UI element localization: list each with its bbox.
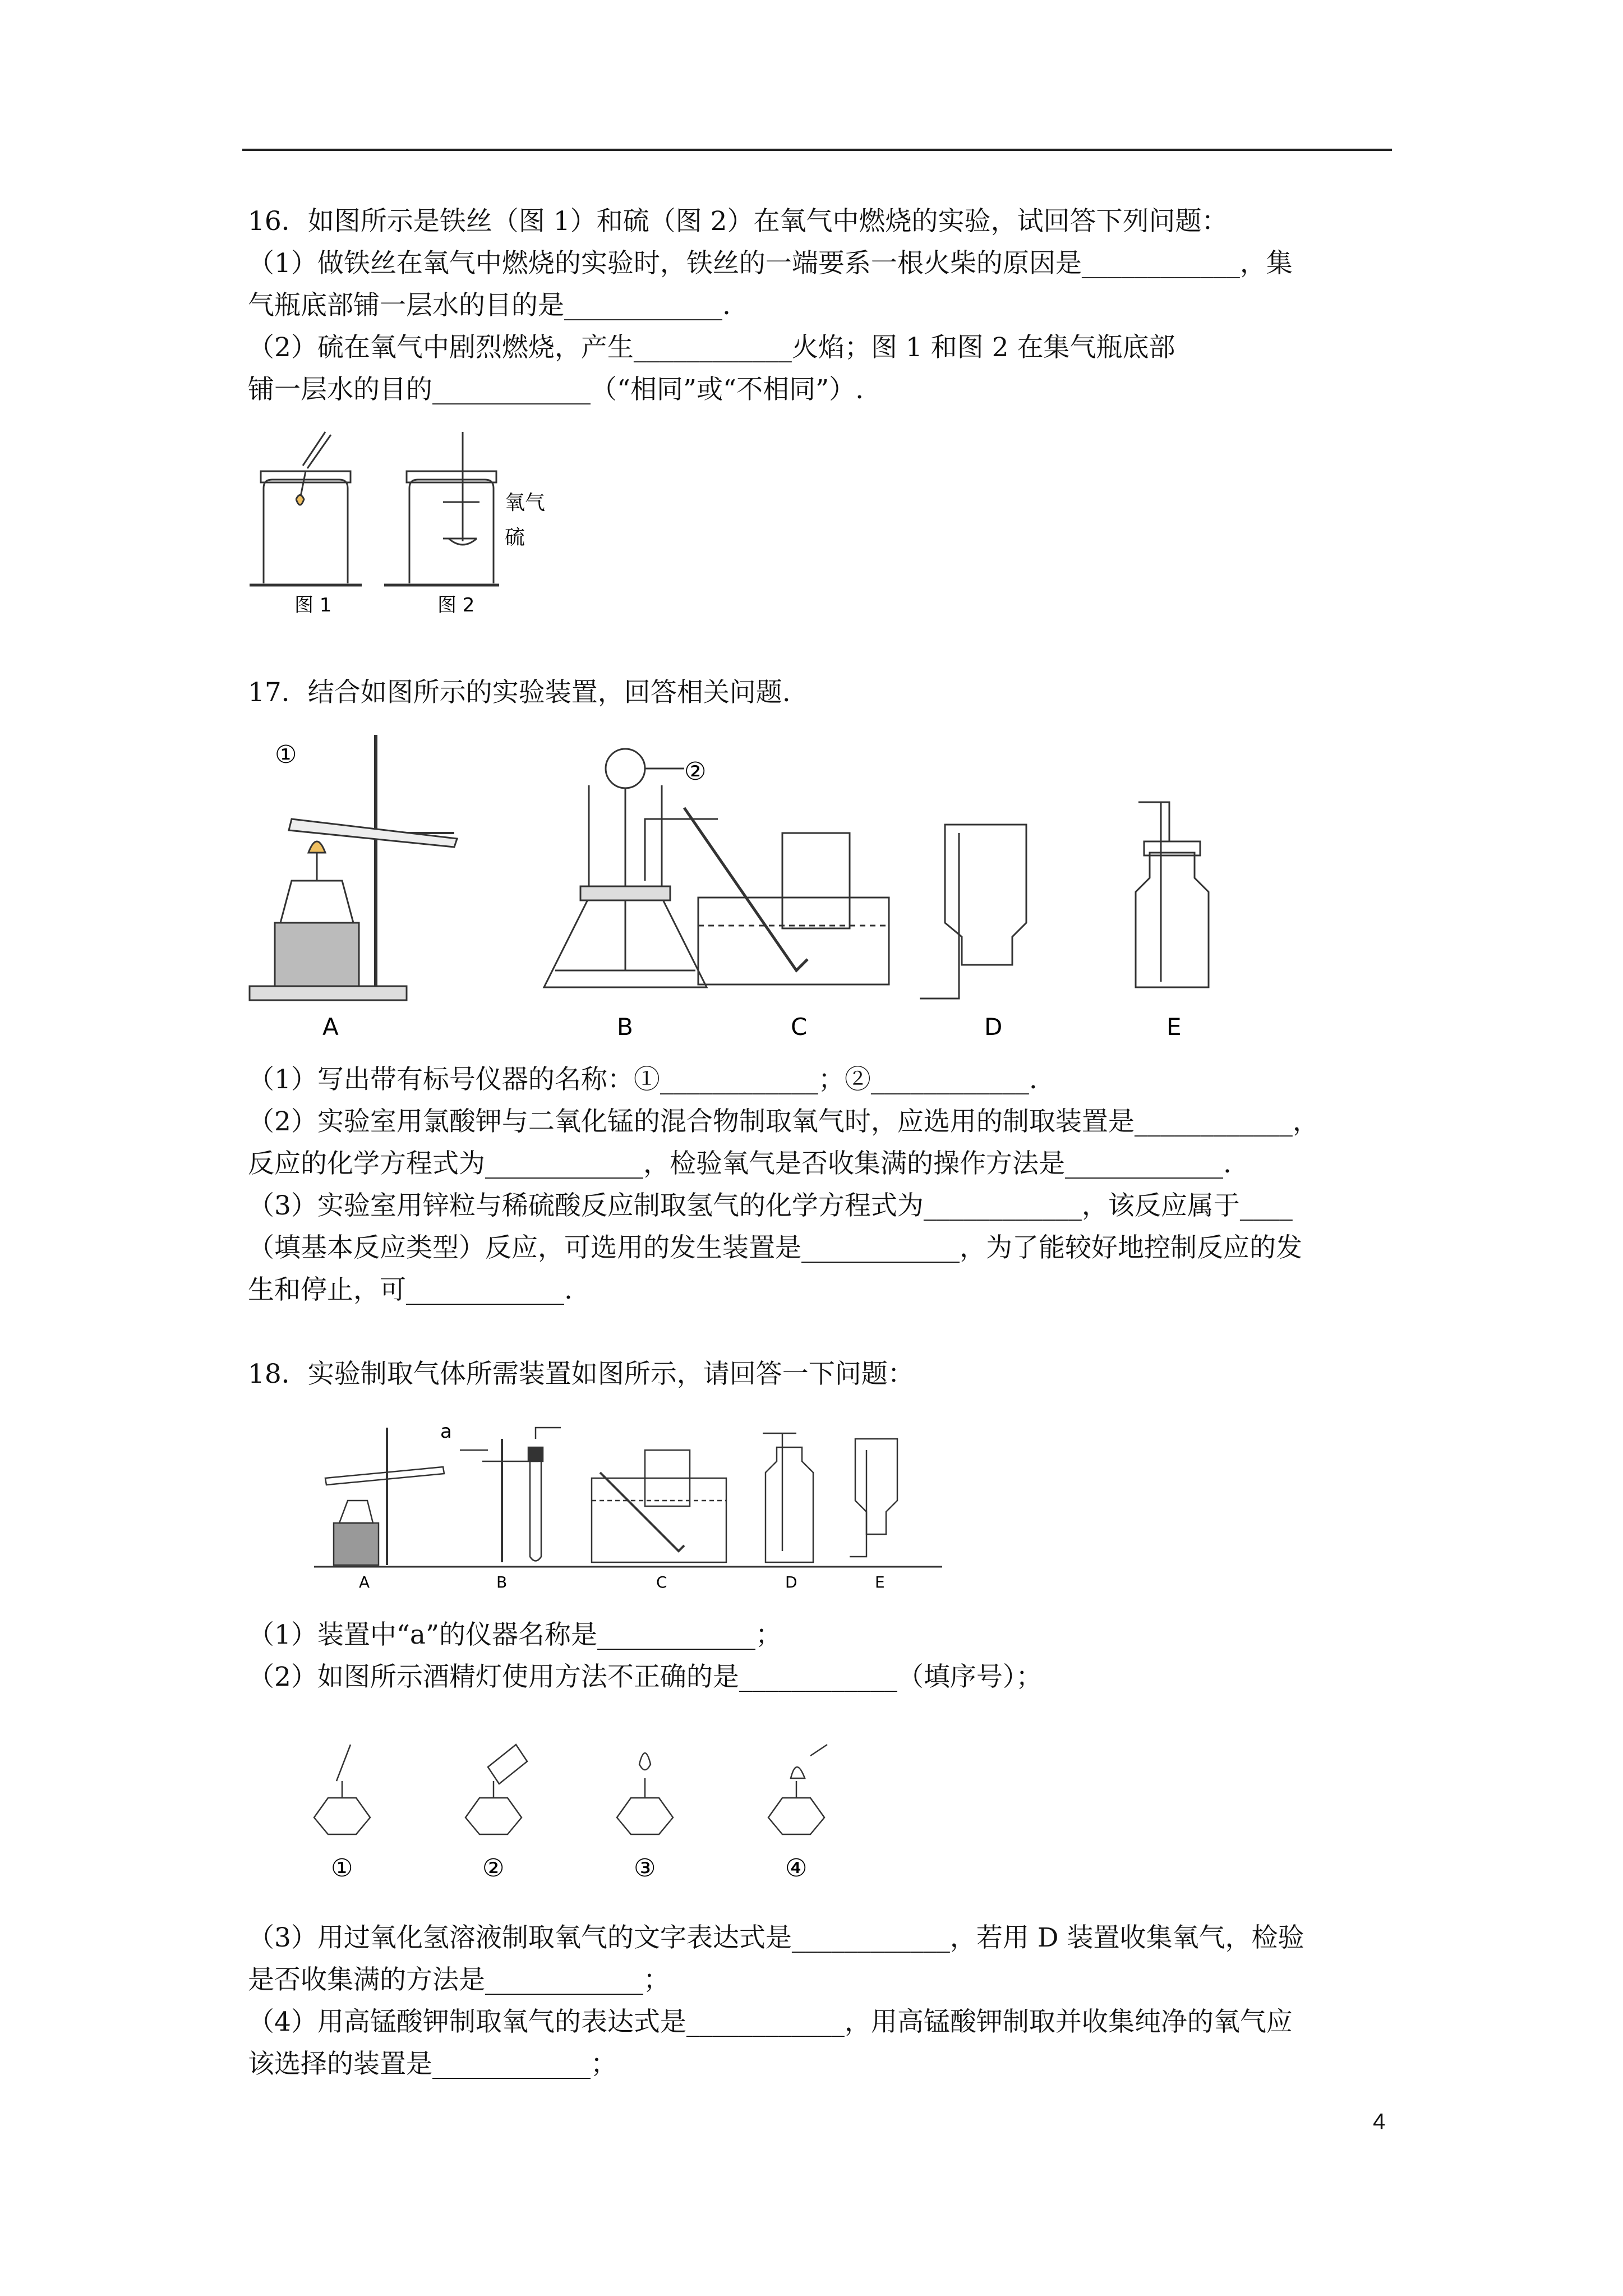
q18-part1: （1）装置中“a”的仪器名称是____________；: [248, 1619, 782, 1650]
q17-figure: [241, 724, 1239, 1043]
q17-marker-1: ①: [275, 740, 297, 769]
q16-figure: [241, 426, 589, 623]
q17-label-e: E: [1166, 1013, 1182, 1041]
lamp-label-2: ②: [482, 1854, 505, 1883]
q18-label-c: C: [656, 1573, 667, 1591]
q16-fig-oxygen-label: 氧气: [505, 491, 546, 514]
q17-part3-line2: （填基本反应类型）反应，可选用的发生装置是____________，为了能较好地控制反应的发: [248, 1232, 1302, 1263]
lamp-label-3: ③: [634, 1854, 656, 1883]
q17-part1: （1）写出带有标号仪器的名称：①____________；②____________.: [248, 1064, 1038, 1095]
q16-part2-line1: （2）硫在氧气中剧烈燃烧，产生____________火焰；图 1 和图 2 在集气瓶底部: [248, 332, 1175, 363]
q17-label-d: D: [984, 1013, 1003, 1041]
lamp-label-4: ④: [785, 1854, 808, 1883]
header-rule: [242, 149, 1392, 151]
q17-part3-line1: （3）实验室用锌粒与稀硫酸反应制取氢气的化学方程式为____________，该反应属于____: [248, 1190, 1293, 1221]
q17-part2-line1: （2）实验室用氯酸钾与二氧化锰的混合物制取氧气时，应选用的制取装置是____________，: [248, 1106, 1319, 1137]
q16-fig2-caption: 图 2: [437, 594, 475, 616]
q17-label-c: C: [791, 1013, 808, 1041]
q16-part1-line1: （1）做铁丝在氧气中燃烧的实验时，铁丝的一端要系一根火柴的原因是____________，集: [248, 248, 1293, 279]
q17-label-b: B: [617, 1013, 633, 1041]
q16-fig-sulfur-label: 硫: [505, 526, 525, 549]
q17-part3-line3: 生和停止，可____________.: [248, 1274, 573, 1305]
q17-stem: 17．结合如图所示的实验装置，回答相关问题.: [248, 677, 791, 708]
q18-label-e: E: [875, 1573, 885, 1591]
q18-lamp-figure: [303, 1722, 852, 1885]
q18-label-a: A: [359, 1573, 370, 1591]
lamp-label-1: ①: [331, 1854, 353, 1883]
q17-label-a: A: [322, 1013, 339, 1041]
q16-fig1-caption: 图 1: [294, 594, 332, 616]
q18-label-b: B: [496, 1573, 508, 1591]
q18-figure: [314, 1416, 942, 1596]
q16-part2-line2: 铺一层水的目的____________（“相同”或“不相同”）.: [248, 374, 864, 405]
q17-marker-2: ②: [684, 757, 707, 786]
q16-stem: 16．如图所示是铁丝（图 1）和硫（图 2）在氧气中燃烧的实验，试回答下列问题：: [248, 206, 1228, 237]
q18-marker-a: a: [440, 1420, 452, 1443]
q18-part3-line2: 是否收集满的方法是____________；: [248, 1964, 670, 1995]
page-number: 4: [1373, 2109, 1386, 2134]
q18-part4-line1: （4）用高锰酸钾制取氧气的表达式是____________，用高锰酸钾制取并收集纯净的氧气应: [248, 2007, 1293, 2037]
q16-part1-line2: 气瓶底部铺一层水的目的是____________.: [248, 290, 731, 321]
q18-label-d: D: [785, 1573, 797, 1591]
q18-part4-line2: 该选择的装置是____________；: [248, 2049, 617, 2079]
q18-part2: （2）如图所示酒精灯使用方法不正确的是____________（填序号）；: [248, 1662, 1043, 1692]
q17-part2-line2: 反应的化学方程式为____________，检验氧气是否收集满的操作方法是____________.: [248, 1148, 1232, 1179]
q18-stem: 18．实验制取气体所需装置如图所示，请回答一下问题：: [248, 1359, 914, 1389]
q18-part3-line1: （3）用过氧化氢溶液制取氧气的文字表达式是____________，若用 D 装置收集氧气，检验: [248, 1922, 1304, 1953]
